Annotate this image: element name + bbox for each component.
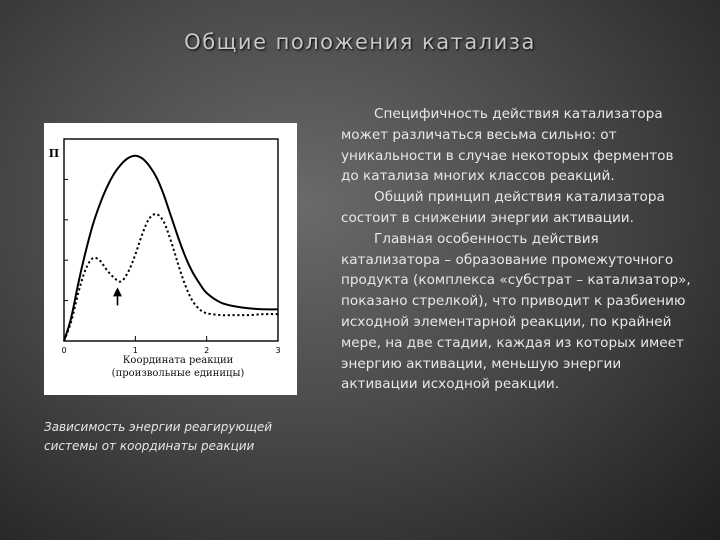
paragraph-specificity: Специфичность действия катализатора может различаться весьма сильно: от уникальности в случае некоторых ферментов до катализа многих классов реакций. xyxy=(341,106,674,185)
x-tick-label: 1 xyxy=(132,346,138,355)
slide-title: Общие положения катализа xyxy=(184,30,536,54)
arrow-head xyxy=(113,287,122,296)
energy-diagram xyxy=(44,123,297,395)
x-axis-label-line1: Координата реакции xyxy=(122,355,234,366)
energy-chart xyxy=(44,123,297,395)
paragraph-principle: Общий принцип действия катализатора состоит в снижении энергии активации. xyxy=(341,189,665,226)
paragraph-main-feature: Главная особенность действия катализатора – образование промежуточного продукта (комплекса «субстрат – катализатор», показано стрелкой), что приводит к разбиению исходной элементарной реакции, по крайней мере, на две стадии, каждая из которых имеет энергию активации, меньшую энергии активации исходной реакции. xyxy=(341,230,691,393)
x-tick-labels xyxy=(61,346,280,355)
y-axis-label: Π xyxy=(48,147,60,160)
uncatalyzed-curve xyxy=(64,156,278,341)
x-axis-label-line2: (произвольные единицы) xyxy=(111,368,245,379)
intermediate-arrow xyxy=(113,287,122,305)
catalyzed-curve xyxy=(64,214,278,341)
x-tick-label: 3 xyxy=(275,346,281,355)
x-tick-label: 2 xyxy=(204,346,210,355)
body-text xyxy=(341,104,691,395)
x-tick-label: 0 xyxy=(61,346,67,355)
figure-caption: Зависимость энергии реагирующей системы от координаты реакции xyxy=(44,420,273,453)
x-tick-marks xyxy=(64,179,278,341)
